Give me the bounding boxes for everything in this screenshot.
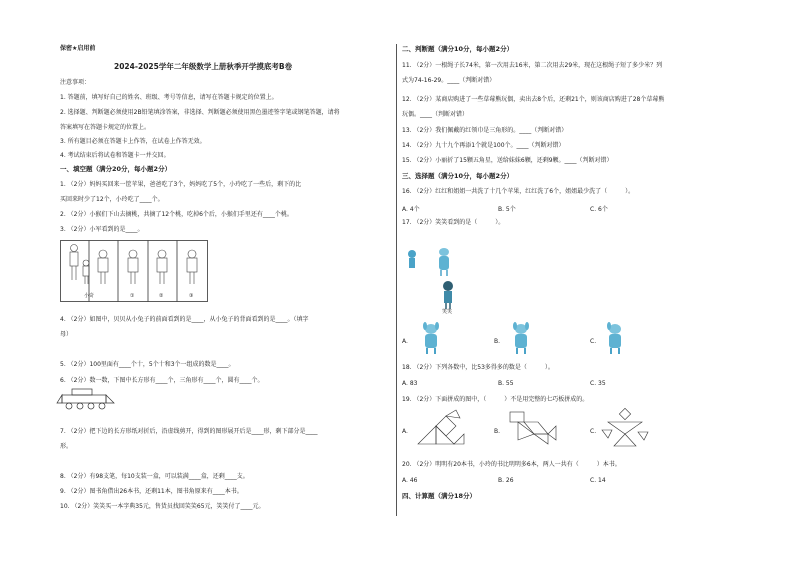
q17-dog-b <box>506 322 536 356</box>
question-11-cont: 式为74-16-29。____（判断对错） <box>402 77 496 84</box>
q18-option-c: C. 35 <box>590 380 606 387</box>
note-item: 3. 所有题目必须在答题卡上作答，在试卷上作答无效。 <box>60 138 206 145</box>
question-3: 3. （2分）小军看到的是____。 <box>60 226 144 233</box>
question-12: 12. （2分）某商店购进了一些草莓熊玩偶，卖出去8个后，还剩21个，则该商店购进了28个草莓熊 <box>402 96 665 103</box>
question-2: 2. （2分）小猴们下山去摘桃，共摘了12个桃，吃掉6个后，小猴们手里还有____个桃。 <box>60 211 293 218</box>
question-9: 9. （2分）图书角借出26本书，还剩11本，图书角原来有____本书。 <box>60 488 243 495</box>
q19-option-b: B. <box>494 428 501 435</box>
note-item: 1. 答题前，填写好自己的姓名、班级、考号等信息，请写在答题卡规定的位置上。 <box>60 94 278 101</box>
question-11: 11. （2分）一根绳子长74米，第一次用去16米，第二次用去29米，现在这根绳子短了多少米？列 <box>402 62 663 69</box>
question-10: 10. （2分）笑笑买一本字典35元，售货员找回笑笑65元，笑笑付了____元。 <box>60 503 265 510</box>
question-4-cont: 母） <box>60 331 73 338</box>
page-title: 2024-2025学年二年级数学上册秋季开学摸底考B卷 <box>114 62 293 71</box>
question-7: 7. （2分）把下边的长方形纸对折后，沿虚线剪开，得到的图形展开后是____形，剩下部分是____ <box>60 428 318 435</box>
question-8: 8. （2分）有98支笔，每10支装一盒，可以装满____盒，还剩____支。 <box>60 473 249 480</box>
question-13: 13. （2分）我们佩戴的红领巾是三角形的。____（判断对错） <box>402 127 568 134</box>
q6-figure <box>60 388 116 410</box>
column-divider <box>396 44 397 516</box>
secret-label: 保密★启用前 <box>60 45 96 52</box>
q18-option-b: B. 55 <box>498 380 514 387</box>
q19-option-c: C. <box>590 428 597 435</box>
q3-label: ③ <box>189 293 194 299</box>
question-14: 14. （2分）九十九个再添1个就是100个。____（判断对错） <box>402 142 565 149</box>
q19-tangram-c <box>600 410 650 448</box>
q17-option-b: B. <box>494 338 501 345</box>
note-item: 答案填写在答题卡规定的位置上。 <box>60 124 151 131</box>
q17-caption: 笑笑 <box>442 309 453 315</box>
question-4: 4. （2分）如图中，贝贝从小兔子的前面看到的是____，从小兔子的背面看到的是____。（填字 <box>60 316 309 323</box>
question-18: 18. （2分）下列各数中，比53多得多的数是（ ）。 <box>402 364 554 371</box>
q17-dog-c <box>600 322 630 356</box>
q20-option-a: A. 46 <box>402 477 418 484</box>
note-item: 4. 考试结束后将试卷和答题卡一并交回。 <box>60 152 170 159</box>
question-15: 15. （2分）小丽折了15颗五角星，送给妹妹6颗，还剩9颗。____（判断对错） <box>402 157 613 164</box>
section2-heading: 二、判断题（满分10分，每小题2分） <box>402 45 514 53</box>
q16-option-a: A. 4个 <box>402 206 420 213</box>
q19-option-a: A. <box>402 428 408 435</box>
question-12-cont: 玩偶。____（判断对错） <box>402 111 469 118</box>
question-6: 6. （2分）数一数，下图中长方形有____个，三角形有____个，圆有____个。 <box>60 377 264 384</box>
section3-heading: 三、选择题（满分10分，每小题2分） <box>402 172 514 180</box>
question-1: 1. （2分）妈妈买回来一筐苹果，爸爸吃了3个，妈妈吃了5个，小玲吃了一些后，剩下的比 <box>60 181 302 188</box>
q17-option-a: A. <box>402 338 408 345</box>
q16-option-c: C. 6个 <box>590 206 608 213</box>
section4-heading: 四、计算题（满分18分） <box>402 492 477 500</box>
q17-option-c: C. <box>590 338 597 345</box>
q20-option-b: B. 26 <box>498 477 514 484</box>
note-item: 2. 选择题、判断题必须使用2B铅笔填涂答案，非选择、判断题必须使用黑色墨迹签字笔或钢笔答题，请将 <box>60 109 340 116</box>
q16-option-b: B. 5个 <box>498 206 516 213</box>
question-16: 16. （2分）红红和姐姐一共洗了十几个苹果，红红洗了6个，姐姐最少洗了（ ）。 <box>402 188 635 195</box>
q18-option-a: A. 83 <box>402 380 418 387</box>
question-17: 17. （2分）笑笑看到的是（ ）。 <box>402 219 505 226</box>
q3-label: ② <box>159 293 164 299</box>
question-5: 5. （2分）100里面有____个十，5个十和3个一组成的数是____。 <box>60 361 235 368</box>
question-1-cont: 买回来时少了12个，小玲吃了____个。 <box>60 196 164 203</box>
q3-figure <box>60 240 208 302</box>
q19-tangram-b <box>508 410 558 446</box>
section1-heading: 一、填空题（满分20分，每小题2分） <box>60 165 172 173</box>
q19-tangram-a <box>416 410 466 446</box>
q17-scene <box>404 244 464 318</box>
question-19: 19. （2分）下面拼成的图中，（ ）不是用完整的七巧板拼成的。 <box>402 396 589 403</box>
q3-label: ① <box>130 293 135 299</box>
q3-label: 小奇 <box>84 293 95 299</box>
question-7-cont: 形。 <box>60 443 73 450</box>
q17-dog-a <box>416 322 446 356</box>
question-20: 20. （2分）明明有20本书，小玲的书比明明多6本，两人一共有（ ）本书。 <box>402 461 621 468</box>
notes-heading: 注意事项： <box>60 79 91 86</box>
q20-option-c: C. 14 <box>590 477 606 484</box>
